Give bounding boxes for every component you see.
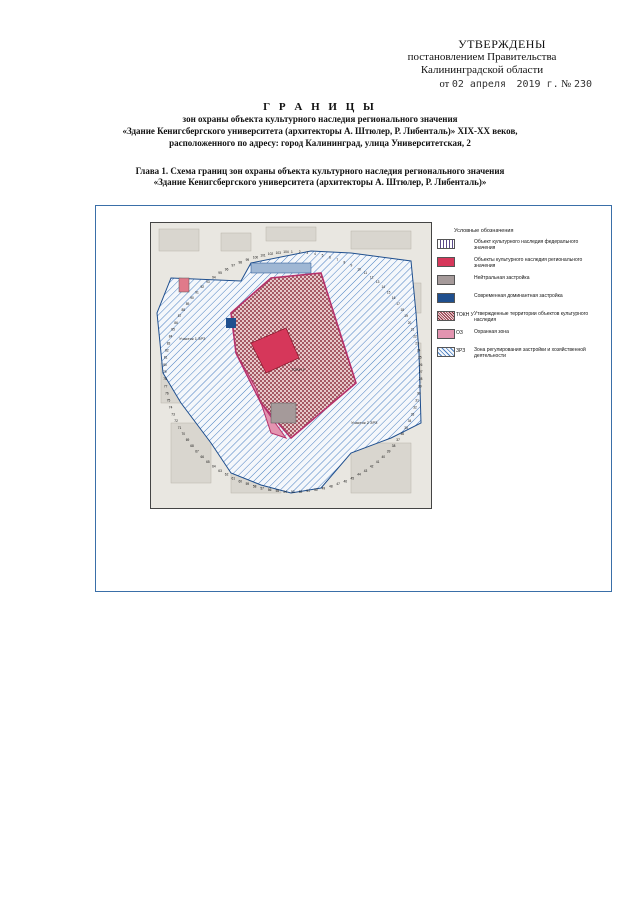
boundary-point-number: 70 bbox=[181, 432, 186, 437]
boundary-point-number: 3 bbox=[306, 250, 309, 255]
boundary-point-number: 34 bbox=[407, 419, 412, 424]
chapter-line-2: «Здание Кенигсбергского университета (архитекторы А. Штюлер, Р. Либенталь)» bbox=[153, 177, 487, 187]
boundary-point-number: 89 bbox=[185, 301, 190, 306]
boundary-point-number: 49 bbox=[321, 486, 326, 491]
legend-label: Нейтральная застройка bbox=[474, 275, 530, 281]
legend-swatch-zrz bbox=[437, 347, 455, 357]
boundary-point-number: 53 bbox=[291, 490, 295, 494]
zone-label-1: Участок 1 ЗРЗ bbox=[179, 336, 206, 341]
legend-label: Объекты культурного наследия регионального значения bbox=[474, 257, 583, 269]
boundary-point-number: 56 bbox=[267, 488, 272, 492]
boundary-point-number: 26 bbox=[418, 362, 423, 367]
building-pink bbox=[179, 278, 189, 292]
zone-label-3: Участок 2 ЗРЗ bbox=[351, 420, 378, 425]
boundary-point-number: 75 bbox=[166, 398, 171, 403]
boundary-point-number: 1 bbox=[291, 250, 293, 254]
boundary-point-number: 28 bbox=[418, 377, 423, 382]
boundary-point-number: 23 bbox=[415, 341, 419, 346]
boundary-point-number: 40 bbox=[381, 454, 386, 459]
approval-title: УТВЕРЖДЕНЫ bbox=[458, 37, 546, 51]
boundary-point-number: 103 bbox=[275, 250, 281, 255]
boundary-point-number: 45 bbox=[350, 476, 355, 481]
heading-line-3: расположенного по адресу: город Калининград, улица Университетская, 2 bbox=[169, 138, 471, 148]
legend-item-zrz bbox=[434, 346, 604, 364]
boundary-point-number: 9 bbox=[350, 263, 353, 268]
boundary-point-number: 21 bbox=[410, 327, 415, 332]
legend-swatch-neutral bbox=[437, 275, 455, 285]
boundary-point-number: 76 bbox=[165, 391, 169, 396]
approval-block bbox=[372, 38, 592, 91]
boundary-point-number: 15 bbox=[386, 290, 391, 295]
map-legend bbox=[434, 228, 604, 364]
boundary-point-number: 48 bbox=[329, 484, 333, 489]
boundary-point-number: 92 bbox=[200, 285, 205, 290]
boundary-point-number: 88 bbox=[181, 307, 186, 312]
boundary-point-number: 13 bbox=[375, 280, 380, 285]
boundary-point-number: 5 bbox=[321, 253, 324, 258]
legend-label: Зона регулирования застройки и хозяйственной деятельности bbox=[474, 347, 586, 359]
legend-title: Условные обозначения bbox=[454, 228, 514, 234]
legend-item-neutral bbox=[434, 274, 604, 292]
heading-line-2: «Здание Кенигсбергского университета (архитекторы А. Штюлер, Р. Либенталь)» XIX-XX веков, bbox=[122, 126, 518, 136]
boundary-point-number: 30 bbox=[416, 391, 421, 396]
boundary-point-number: 55 bbox=[275, 489, 280, 494]
boundary-point-number: 94 bbox=[212, 275, 216, 280]
boundary-point-number: 99 bbox=[245, 257, 250, 262]
date-day-month: 02 апреля bbox=[451, 79, 506, 90]
legend-item-toky bbox=[434, 310, 604, 328]
boundary-point-number: 63 bbox=[218, 468, 222, 473]
document-heading bbox=[0, 101, 640, 149]
legend-swatch-federal bbox=[437, 239, 455, 249]
boundary-point-number: 42 bbox=[369, 464, 374, 469]
boundary-point-number: 85 bbox=[171, 327, 175, 332]
legend-code: ТОКН У bbox=[456, 312, 474, 318]
boundary-point-number: 80 bbox=[163, 362, 167, 367]
boundary-point-number: 74 bbox=[168, 405, 173, 410]
legend-swatch-regional bbox=[437, 257, 455, 267]
boundary-point-number: 69 bbox=[185, 438, 190, 443]
boundary-point-number: 31 bbox=[415, 398, 419, 403]
boundary-point-number: 65 bbox=[206, 459, 210, 464]
boundary-point-number: 58 bbox=[252, 484, 257, 489]
chapter-line-1: Глава 1. Схема границ зон охраны объекта культурного наследия регионального значения bbox=[135, 166, 505, 176]
boundary-point-number: 84 bbox=[168, 334, 173, 339]
boundary-point-number: 14 bbox=[381, 285, 386, 290]
boundary-point-number: 36 bbox=[400, 432, 405, 437]
approval-date bbox=[372, 78, 592, 91]
boundary-point-number: 104 bbox=[283, 250, 289, 255]
legend-code: ОЗ bbox=[456, 330, 463, 336]
legend-label: Объект культурного наследия федерального значения bbox=[474, 239, 579, 251]
boundary-point-number: 25 bbox=[418, 355, 422, 360]
boundary-map bbox=[150, 222, 432, 509]
boundary-point-number: 79 bbox=[163, 370, 167, 374]
boundary-point-number: 64 bbox=[212, 464, 216, 469]
water-canal bbox=[251, 263, 311, 273]
neutral-building bbox=[271, 403, 296, 423]
boundary-point-number: 41 bbox=[375, 459, 380, 464]
boundary-point-number: 91 bbox=[195, 290, 199, 295]
boundary-point-number: 2 bbox=[298, 250, 301, 255]
boundary-point-number: 86 bbox=[174, 320, 178, 325]
zone-label-2: ТОКН У bbox=[291, 367, 306, 372]
boundary-point-number: 43 bbox=[363, 468, 368, 473]
boundary-point-number: 32 bbox=[413, 405, 417, 410]
boundary-point-number: 68 bbox=[190, 444, 194, 448]
boundary-point-number: 37 bbox=[396, 438, 400, 443]
boundary-point-number: 96 bbox=[224, 267, 229, 272]
heading-line-1: зон охраны объекта культурного наследия регионального значения bbox=[182, 114, 458, 124]
boundary-point-number: 98 bbox=[238, 260, 243, 265]
approval-line-2: Калининградской области bbox=[420, 64, 544, 76]
chapter-heading bbox=[0, 166, 640, 188]
map-svg bbox=[151, 223, 431, 508]
boundary-point-number: 78 bbox=[163, 377, 167, 382]
legend-label: Современная доминантная застройка bbox=[474, 293, 563, 299]
boundary-point-number: 44 bbox=[357, 472, 361, 477]
legend-swatch-oz bbox=[437, 329, 455, 339]
boundary-point-number: 7 bbox=[336, 257, 339, 262]
boundary-point-number: 81 bbox=[163, 355, 168, 360]
boundary-point-number: 62 bbox=[224, 472, 229, 477]
boundary-point-number: 77 bbox=[163, 384, 168, 389]
boundary-point-number: 101 bbox=[260, 253, 266, 258]
date-year: 2019 г. bbox=[516, 79, 559, 90]
boundary-point-number: 93 bbox=[206, 280, 210, 285]
approval-line-1: постановлением Правительства bbox=[407, 51, 557, 63]
boundary-point-number: 54 bbox=[283, 489, 287, 494]
boundary-point-number: 90 bbox=[190, 296, 194, 300]
boundary-point-number: 20 bbox=[407, 320, 412, 325]
legend-item-regional bbox=[434, 256, 604, 274]
boundary-point-number: 46 bbox=[343, 479, 348, 484]
number-label: № bbox=[561, 79, 572, 90]
boundary-point-number: 24 bbox=[416, 348, 421, 353]
document-number: 230 bbox=[573, 79, 592, 90]
legend-label: Охранная зона bbox=[474, 329, 509, 335]
boundary-point-number: 57 bbox=[260, 486, 264, 491]
boundary-point-number: 27 bbox=[419, 370, 423, 374]
boundary-point-number: 60 bbox=[238, 479, 243, 484]
boundary-point-number: 95 bbox=[218, 271, 222, 276]
legend-code: ЗРЗ bbox=[456, 348, 466, 354]
boundary-point-number: 47 bbox=[336, 482, 340, 487]
boundary-point-number: 4 bbox=[314, 252, 316, 256]
legend-item-federal bbox=[434, 238, 604, 256]
boundary-point-number: 72 bbox=[174, 419, 178, 424]
modern-building bbox=[226, 318, 236, 328]
boundary-point-number: 52 bbox=[298, 489, 303, 494]
boundary-point-number: 18 bbox=[400, 307, 405, 312]
boundary-point-number: 59 bbox=[245, 482, 250, 487]
legend-item-modern bbox=[434, 292, 604, 310]
boundary-point-number: 97 bbox=[231, 263, 236, 268]
legend-item-oz bbox=[434, 328, 604, 346]
boundary-point-number: 71 bbox=[177, 425, 182, 430]
boundary-point-number: 50 bbox=[314, 488, 318, 492]
boundary-point-number: 82 bbox=[165, 348, 169, 353]
boundary-point-number: 100 bbox=[252, 255, 259, 260]
boundary-point-number: 29 bbox=[418, 384, 422, 389]
boundary-point-number: 35 bbox=[404, 425, 408, 430]
legend-label: Утвержденные территории объектов культурного наследия bbox=[474, 311, 589, 323]
boundary-point-number: 87 bbox=[177, 314, 182, 319]
date-prefix: от bbox=[439, 79, 450, 90]
boundary-point-number: 33 bbox=[410, 412, 415, 417]
boundary-point-number: 8 bbox=[343, 260, 346, 265]
boundary-point-number: 73 bbox=[171, 412, 175, 417]
heading-title: Г Р А Н И Ц Ы bbox=[263, 101, 377, 113]
boundary-point-number: 11 bbox=[363, 271, 368, 276]
boundary-point-number: 19 bbox=[404, 314, 408, 319]
boundary-point-number: 51 bbox=[306, 489, 310, 494]
legend-swatch-toky bbox=[437, 311, 455, 321]
boundary-point-number: 16 bbox=[391, 296, 396, 300]
boundary-point-number: 6 bbox=[329, 255, 331, 260]
boundary-point-number: 10 bbox=[357, 267, 361, 272]
boundary-point-number: 83 bbox=[166, 341, 171, 346]
boundary-point-number: 61 bbox=[231, 476, 236, 481]
boundary-point-number: 67 bbox=[195, 449, 199, 454]
boundary-point-number: 12 bbox=[369, 275, 374, 280]
boundary-point-number: 38 bbox=[391, 444, 396, 448]
boundary-point-number: 22 bbox=[413, 334, 417, 339]
boundary-point-number: 39 bbox=[386, 449, 391, 454]
boundary-point-number: 17 bbox=[396, 301, 400, 306]
boundary-point-number: 66 bbox=[200, 454, 205, 459]
legend-swatch-modern bbox=[437, 293, 455, 303]
boundary-point-number: 102 bbox=[267, 252, 274, 256]
